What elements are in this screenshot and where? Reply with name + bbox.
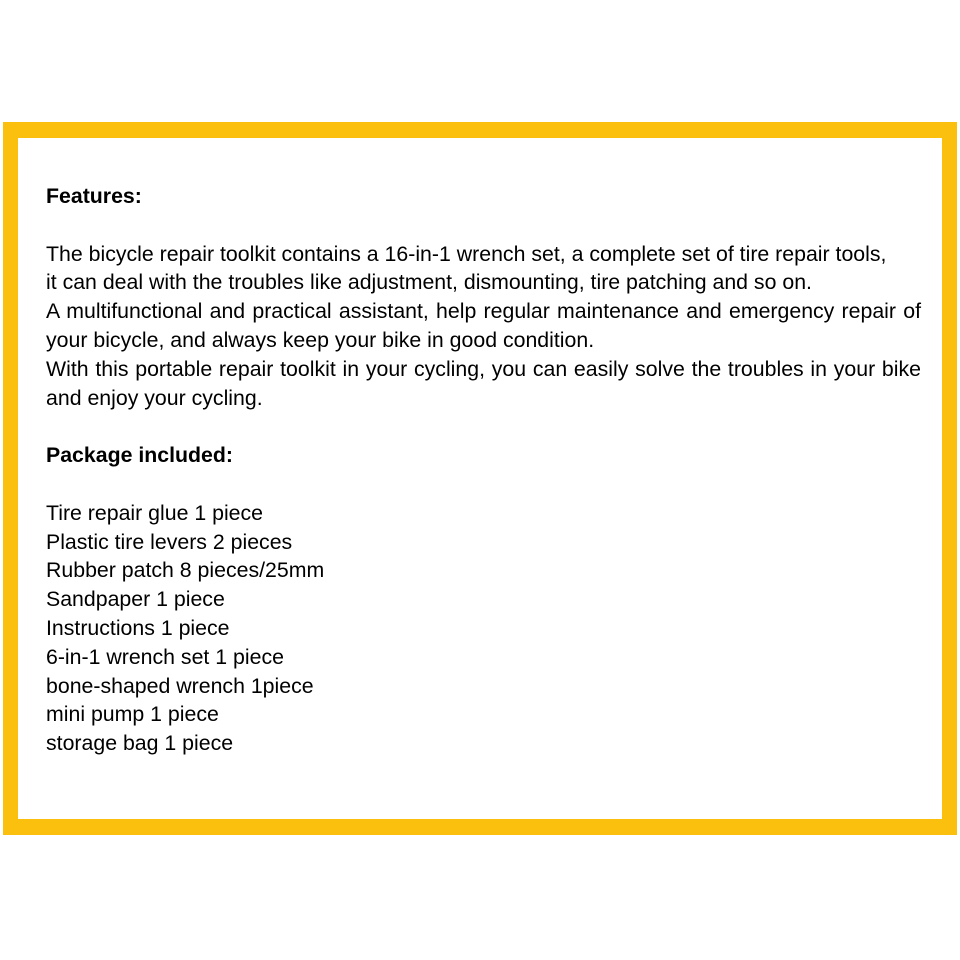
features-paragraph-2: it can deal with the troubles like adjustment, dismounting, tire patching and so on. bbox=[46, 270, 812, 295]
package-item: bone-shaped wrench 1piece bbox=[46, 673, 314, 698]
package-item: Plastic tire levers 2 pieces bbox=[46, 529, 293, 554]
spacer bbox=[46, 211, 921, 240]
package-heading: Package included: bbox=[46, 443, 234, 468]
package-item: Instructions 1 piece bbox=[46, 615, 230, 640]
features-paragraph-4: With this portable repair toolkit in your cycling, you can easily solve the troubles in your bike and enjoy your cycling. bbox=[46, 356, 921, 410]
features-paragraph-1: The bicycle repair toolkit contains a 16-in-1 wrench set, a complete set of tire repair tools, bbox=[46, 241, 887, 266]
package-item: Rubber patch 8 pieces/25mm bbox=[46, 558, 325, 583]
description-block bbox=[46, 182, 921, 758]
package-item: storage bag 1 piece bbox=[46, 731, 234, 756]
package-item: mini pump 1 piece bbox=[46, 702, 219, 727]
package-list bbox=[46, 499, 921, 758]
package-item: 6-in-1 wrench set 1 piece bbox=[46, 644, 284, 669]
spacer bbox=[46, 412, 921, 441]
package-item: Sandpaper 1 piece bbox=[46, 587, 225, 612]
features-paragraph-3: A multifunctional and practical assistant, help regular maintenance and emergency repair of your bicycle, and always keep your bike in good condition. bbox=[46, 299, 921, 352]
features-heading: Features: bbox=[46, 184, 142, 208]
package-item: Tire repair glue 1 piece bbox=[46, 500, 264, 525]
spacer bbox=[46, 470, 921, 499]
